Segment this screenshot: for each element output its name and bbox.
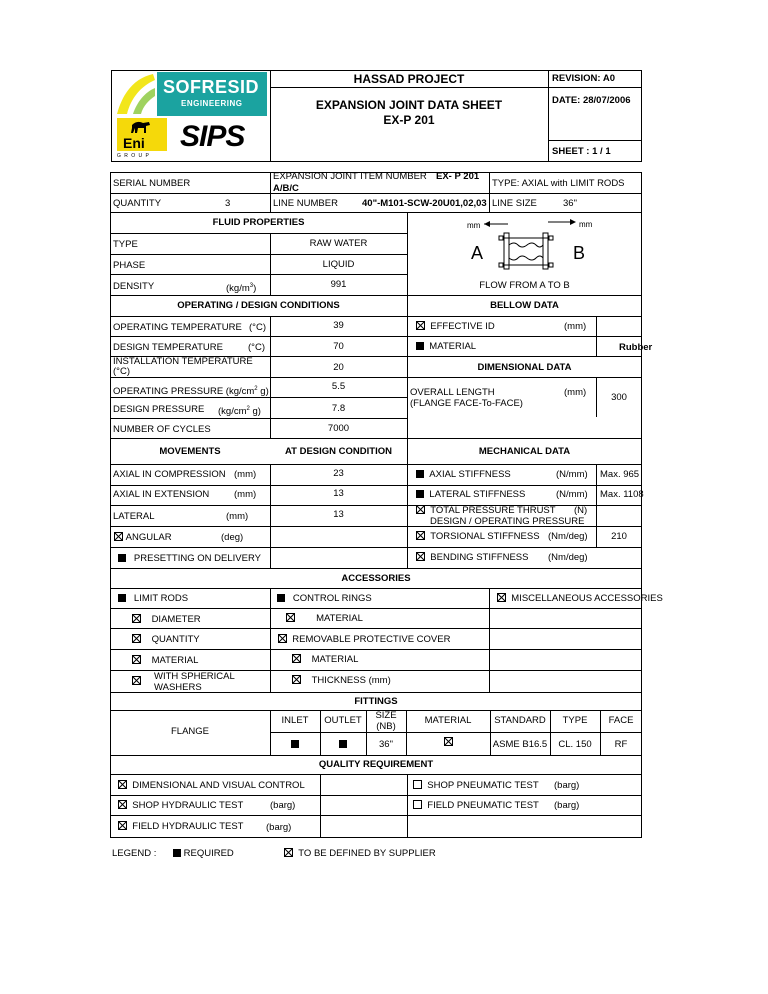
type-header: TYPE xyxy=(562,715,588,726)
lateral-unit: (mm) xyxy=(226,511,249,522)
sofresid-emblem xyxy=(113,72,157,116)
bellow-data-header: BELLOW DATA xyxy=(490,300,559,311)
supplier-defined-icon xyxy=(286,613,295,622)
operating-temperature-value: 39 xyxy=(333,320,344,331)
required-icon xyxy=(118,594,126,602)
operating-conditions-header: OPERATING / DESIGN CONDITIONS xyxy=(177,300,340,311)
line-size-label: LINE SIZE xyxy=(492,198,537,209)
density-label: DENSITY xyxy=(113,281,155,292)
six-legged-dog-icon xyxy=(129,119,153,135)
field-pneumatic-unit: (barg) xyxy=(554,800,580,811)
inlet-required xyxy=(270,739,320,750)
legend-supplier: TO BE DEFINED BY SUPPLIER xyxy=(284,848,436,859)
empty-checkbox-icon xyxy=(413,780,422,789)
overall-length-unit: (mm) xyxy=(564,387,587,398)
supplier-defined-icon xyxy=(132,655,141,664)
installation-temperature-label: INSTALLATION TEMPERATURE xyxy=(113,356,253,367)
flow-direction-label: FLOW FROM A TO B xyxy=(479,280,570,291)
accessories-header: ACCESSORIES xyxy=(341,573,411,584)
field-hydraulic-row: FIELD HYDRAULIC TEST xyxy=(118,821,244,832)
fluid-type-label: TYPE xyxy=(113,239,138,250)
design-pressure-label: DESIGN PRESSURE xyxy=(113,404,205,415)
sips-logo: SIPS xyxy=(180,120,245,153)
pressure-thrust-sub: DESIGN / OPERATING PRESSURE xyxy=(430,516,585,527)
type-value: CL. 150 xyxy=(558,739,592,750)
legend-required: REQUIRED xyxy=(173,848,234,859)
line-number-label: LINE NUMBER xyxy=(273,198,338,209)
design-temperature-unit: (°C) xyxy=(248,342,265,353)
supplier-defined-icon xyxy=(132,676,141,685)
fluid-properties-header: FLUID PROPERTIES xyxy=(212,217,305,228)
lateral-stiffness-unit: (N/mm) xyxy=(556,489,588,500)
fluid-phase-value: LIQUID xyxy=(322,259,355,270)
torsional-stiffness-unit: (Nm/deg) xyxy=(548,531,588,542)
supplier-defined-icon xyxy=(416,531,425,540)
supplier-defined-icon xyxy=(114,532,123,541)
fluid-type-value: RAW WATER xyxy=(309,238,368,249)
line-size-value: 36" xyxy=(563,198,577,209)
installation-temperature-unit: (°C) xyxy=(113,366,130,377)
document-code: EX-P 201 xyxy=(383,113,435,127)
bending-stiffness-unit: (Nm/deg) xyxy=(548,552,588,563)
outlet-required xyxy=(320,739,366,750)
required-icon xyxy=(416,490,424,498)
design-temperature-label: DESIGN TEMPERATURE xyxy=(113,342,223,353)
item-number-suffix: A/B/C xyxy=(273,183,299,194)
mm-left-label: mm xyxy=(467,221,481,230)
shop-pneumatic-unit: (barg) xyxy=(554,780,580,791)
dimensional-visual-row: DIMENSIONAL AND VISUAL CONTROL xyxy=(118,780,305,791)
spherical-washers-line2: WASHERS xyxy=(154,682,202,693)
axial-compression-value: 23 xyxy=(333,468,344,479)
design-pressure-unit: ($kg/cm^2$ g) xyxy=(218,406,261,418)
quality-requirement-header: QUALITY REQUIREMENT xyxy=(318,759,434,770)
design-temperature-value: 70 xyxy=(333,341,344,352)
installation-temperature-value: 20 xyxy=(333,362,344,373)
flange-label: FLANGE xyxy=(170,726,209,737)
mm-right-label: mm xyxy=(579,220,593,229)
supplier-defined-icon xyxy=(132,634,141,643)
supplier-defined-icon xyxy=(292,654,301,663)
document-title: EXPANSION JOINT DATA SHEET xyxy=(315,98,503,112)
legend-label: LEGEND : xyxy=(112,848,157,859)
axial-compression-label: AXIAL IN COMPRESSION xyxy=(113,469,226,480)
lateral-stiffness-value: Max. 1108 xyxy=(600,489,644,500)
shop-hydraulic-row: SHOP HYDRAULIC TEST xyxy=(118,800,243,811)
empty-checkbox-icon xyxy=(413,800,422,809)
supplier-defined-icon xyxy=(284,848,293,857)
axial-stiffness-unit: (N/mm) xyxy=(556,469,588,480)
supplier-defined-icon xyxy=(118,821,127,830)
density-value: 991 xyxy=(330,279,347,290)
required-icon xyxy=(173,849,181,857)
pressure-thrust-unit: (N) xyxy=(574,505,588,516)
side-a-label: A xyxy=(471,243,484,263)
rings-material-row: MATERIAL xyxy=(286,613,363,624)
eni-wordmark: Eni xyxy=(123,135,145,151)
axial-stiffness-row: AXIAL STIFFNESS xyxy=(416,469,511,480)
supplier-defined-icon xyxy=(497,593,506,602)
diameter-row: DIAMETER xyxy=(132,614,201,625)
shop-hydraulic-unit: (barg) xyxy=(270,800,296,811)
effective-id-unit: (mm) xyxy=(564,321,587,332)
spherical-washers-line1: WITH SPHERICAL xyxy=(154,671,235,682)
side-b-label: B xyxy=(573,243,586,263)
supplier-defined-icon xyxy=(132,614,141,623)
standard-value: ASME B16.5 xyxy=(492,739,548,750)
item-number-value: EX- P 201 xyxy=(436,171,480,182)
item-number-label: EXPANSION JOINT ITEM NUMBER xyxy=(273,171,427,182)
type-label: TYPE: AXIAL with LIMIT RODS xyxy=(492,178,625,189)
mechanical-data-header: MECHANICAL DATA xyxy=(478,446,571,457)
material-header: MATERIAL xyxy=(424,715,472,726)
bellow-material-row: MATERIAL xyxy=(416,341,476,352)
quantity-label: QUANTITY xyxy=(113,198,162,209)
cycles-value: 7000 xyxy=(327,423,350,434)
lateral-stiffness-row: LATERAL STIFFNESS xyxy=(416,489,525,500)
overall-length-sub: (FLANGE FACE-To-FACE) xyxy=(410,398,523,409)
axial-extension-unit: (mm) xyxy=(234,489,257,500)
supplier-defined-icon xyxy=(118,800,127,809)
eni-group-text: G R O U P xyxy=(117,153,150,159)
sofresid-subtitle: ENGINEERING xyxy=(181,99,243,108)
design-condition-header: AT DESIGN CONDITION xyxy=(285,446,392,457)
required-icon xyxy=(339,740,347,748)
outlet-header: OUTLET xyxy=(324,715,362,726)
required-icon xyxy=(416,470,424,478)
expansion-joint-sketch xyxy=(408,213,641,295)
protective-cover-row: REMOVABLE PROTECTIVE COVER xyxy=(278,634,450,645)
lateral-value: 13 xyxy=(333,509,344,520)
sofresid-logo xyxy=(113,72,267,116)
overall-length-label: OVERALL LENGTH xyxy=(410,387,495,398)
line-number-value: 40"-M101-SCW-20U01,02,03 xyxy=(362,198,487,209)
limit-rods-row: LIMIT RODS xyxy=(118,593,188,604)
rods-material-row: MATERIAL xyxy=(132,655,198,666)
operating-temperature-label: OPERATING TEMPERATURE xyxy=(113,322,242,333)
operating-pressure-label: OPERATING PRESSURE ($kg/cm^2$ g) xyxy=(113,386,269,398)
lateral-label: LATERAL xyxy=(113,511,155,522)
face-header: FACE xyxy=(608,715,634,726)
overall-length-value: 300 xyxy=(611,392,627,403)
supplier-defined-icon xyxy=(292,675,301,684)
serial-number-label: SERIAL NUMBER xyxy=(113,178,191,189)
required-icon xyxy=(291,740,299,748)
axial-extension-value: 13 xyxy=(333,488,344,499)
torsional-stiffness-row: TORSIONAL STIFFNESS xyxy=(416,531,540,542)
bending-stiffness-row: BENDING STIFFNESS xyxy=(416,552,528,563)
required-icon xyxy=(277,594,285,602)
required-icon xyxy=(118,554,126,562)
torsional-stiffness-value: 210 xyxy=(611,531,627,542)
supplier-defined-icon xyxy=(416,552,425,561)
operating-temperature-unit: (°C) xyxy=(249,322,266,333)
axial-stiffness-value: Max. 965 xyxy=(600,469,640,480)
control-rings-row: CONTROL RINGS xyxy=(277,593,372,604)
supplier-defined-icon xyxy=(278,634,287,643)
bellow-material-value: Rubber xyxy=(619,342,653,353)
quantity-value: 3 xyxy=(225,198,231,209)
fittings-header: FITTINGS xyxy=(354,696,398,707)
size-header: SIZE (NB) xyxy=(375,710,397,732)
axial-extension-label: AXIAL IN EXTENSION xyxy=(113,489,210,500)
inlet-header: INLET xyxy=(281,715,309,726)
spherical-washers-row xyxy=(132,676,141,687)
sofresid-wordmark: SOFRESID xyxy=(163,77,260,97)
supplier-defined-icon xyxy=(118,780,127,789)
standard-header: STANDARD xyxy=(494,715,546,726)
cycles-label: NUMBER OF CYCLES xyxy=(113,424,211,435)
size-value: 36" xyxy=(379,739,393,750)
dimensional-data-header: DIMENSIONAL DATA xyxy=(477,362,572,373)
cover-material-row: MATERIAL xyxy=(292,654,358,665)
project-title: HASSAD PROJECT xyxy=(353,72,465,86)
rods-quantity-row: QUANTITY xyxy=(132,634,200,645)
fluid-phase-label: PHASE xyxy=(113,260,146,271)
angular-row: ANGULAR xyxy=(114,532,172,543)
field-hydraulic-unit: (barg) xyxy=(266,822,292,833)
axial-compression-unit: (mm) xyxy=(234,469,257,480)
face-value: RF xyxy=(614,739,628,750)
movements-header: MOVEMENTS xyxy=(159,446,221,457)
supplier-defined-icon xyxy=(444,737,453,746)
pressure-thrust-row: TOTAL PRESSURE THRUST xyxy=(416,505,556,516)
required-icon xyxy=(416,342,424,350)
density-unit: $(kg/m^3)$ xyxy=(226,283,257,295)
sheet-label: SHEET : 1 / 1 xyxy=(552,146,611,157)
angular-unit: (deg) xyxy=(221,532,244,543)
shop-pneumatic-row: SHOP PNEUMATIC TEST xyxy=(413,780,539,791)
field-pneumatic-row: FIELD PNEUMATIC TEST xyxy=(413,800,539,811)
date-label: DATE: 28/07/2006 xyxy=(552,95,631,106)
design-pressure-value: 7.8 xyxy=(331,403,346,414)
cover-thickness-row: THICKNESS (mm) xyxy=(292,675,391,686)
eni-logo xyxy=(113,118,167,160)
supplier-defined-icon xyxy=(416,505,425,514)
effective-id-row: EFFECTIVE ID xyxy=(416,321,495,332)
revision-label: REVISION: A0 xyxy=(552,73,615,84)
operating-pressure-value: 5.5 xyxy=(331,381,346,392)
fitting-material-cell xyxy=(406,737,490,748)
supplier-defined-icon xyxy=(416,321,425,330)
presetting-row: PRESETTING ON DELIVERY xyxy=(118,553,261,564)
misc-accessories-row: MISCELLANEOUS ACCESSORIES xyxy=(497,593,663,604)
